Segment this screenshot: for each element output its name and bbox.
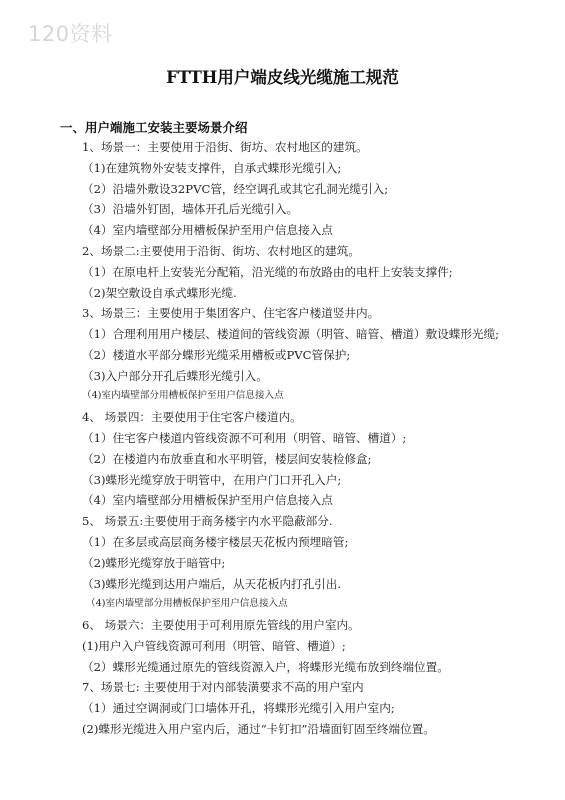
body-line: （1)在建筑物外安装支撑件，自承式蝶形光缆引入;	[82, 161, 342, 175]
body-line: (1)用户入户管线资源可利用（明管、暗管、槽道）;	[82, 639, 346, 653]
body-line: （2）楼道水平部分蝶形光缆采用槽板或PVC管保护;	[82, 348, 351, 362]
body-line: （3)蝶形光缆到达用户端后，从天花板内打孔引出.	[82, 577, 342, 591]
body-line: （4)室内墙壁部分用槽板保护至用户信息接入点	[82, 390, 284, 401]
body-line: （4)室内墙壁部分用槽板保护至用户信息接入点	[86, 598, 288, 609]
body-line: （3）沿墙外钉固，墙体开孔后光缆引入。	[82, 202, 299, 216]
body-line: （2)蝶形光缆穿放于暗管中;	[82, 556, 226, 570]
body-line: 5、 场景五:主要使用于商务楼宇内水平隐蔽部分.	[82, 514, 333, 528]
body-line: （3)蝶形光缆穿放于明管中，在用户门口开孔入户;	[82, 473, 342, 487]
page-title: FTTH用户端皮线光缆施工规范	[166, 68, 399, 87]
body-line: 3、场景三：主要使用于集团客户、住宅客户楼道竖井内。	[82, 306, 380, 320]
body-line: 2、场景二:主要使用于沿街、街坊、农村地区的建筑。	[82, 244, 360, 258]
body-line: （4）室内墙壁部分用槽板保护至用户信息接入点	[82, 223, 333, 237]
body-line: （2）在楼道内布放垂直和水平明管，楼层间安装检修盒;	[82, 452, 372, 466]
body-line: （1）合理利用用户楼层、楼道间的管线资源（明管、暗管、槽道）敷设蝶形光缆;	[82, 327, 500, 341]
body-line: （2）沿墙外敷设32PVC管，经空调孔或其它孔洞光缆引入;	[82, 182, 389, 196]
body-line: （2)架空敷设自承式蝶形光缆.	[82, 286, 237, 300]
body-line: （2）蝶形光缆通过原先的管线资源入户，将蝶形光缆布放到终端位置。	[82, 660, 449, 674]
section-heading: 一、用户端施工安装主要场景介绍	[60, 120, 248, 135]
body-line: （1）在多层或高层商务楼宇楼层天花板内预埋暗管;	[82, 535, 349, 549]
body-line: (2)蝶形光缆进入用户室内后，通过“卡钉扣”沿墙面钉固至终端位置。	[82, 722, 435, 736]
body-line: 6、 场景六：主要使用于可利用原先管线的用户室内。	[82, 618, 360, 632]
body-line: （1）住宅客户楼道内管线资源不可利用（明管、暗管、槽道）;	[82, 431, 407, 445]
watermark: 120资料	[28, 22, 113, 46]
body-line: （1）在原电杆上安装光分配箱，沿光缆的布放路由的电杆上安装支撑件;	[82, 265, 453, 279]
body-line: 4、 场景四：主要使用于住宅客户楼道内。	[82, 410, 302, 424]
body-line: 7、场景七: 主要使用于对内部装潢要求不高的用户室内	[82, 680, 364, 694]
body-line: （1）通过空调洞或门口墙体开孔，将蝶形光缆引入用户室内;	[82, 701, 395, 715]
body-line: 1、场景一：主要使用于沿街、街坊、农村地区的建筑。	[82, 140, 368, 154]
body-line: （3)入户部分开孔后蝶形光缆引入。	[82, 369, 268, 383]
body-line: （4）室内墙壁部分用槽板保护至用户信息接入点	[82, 493, 333, 507]
